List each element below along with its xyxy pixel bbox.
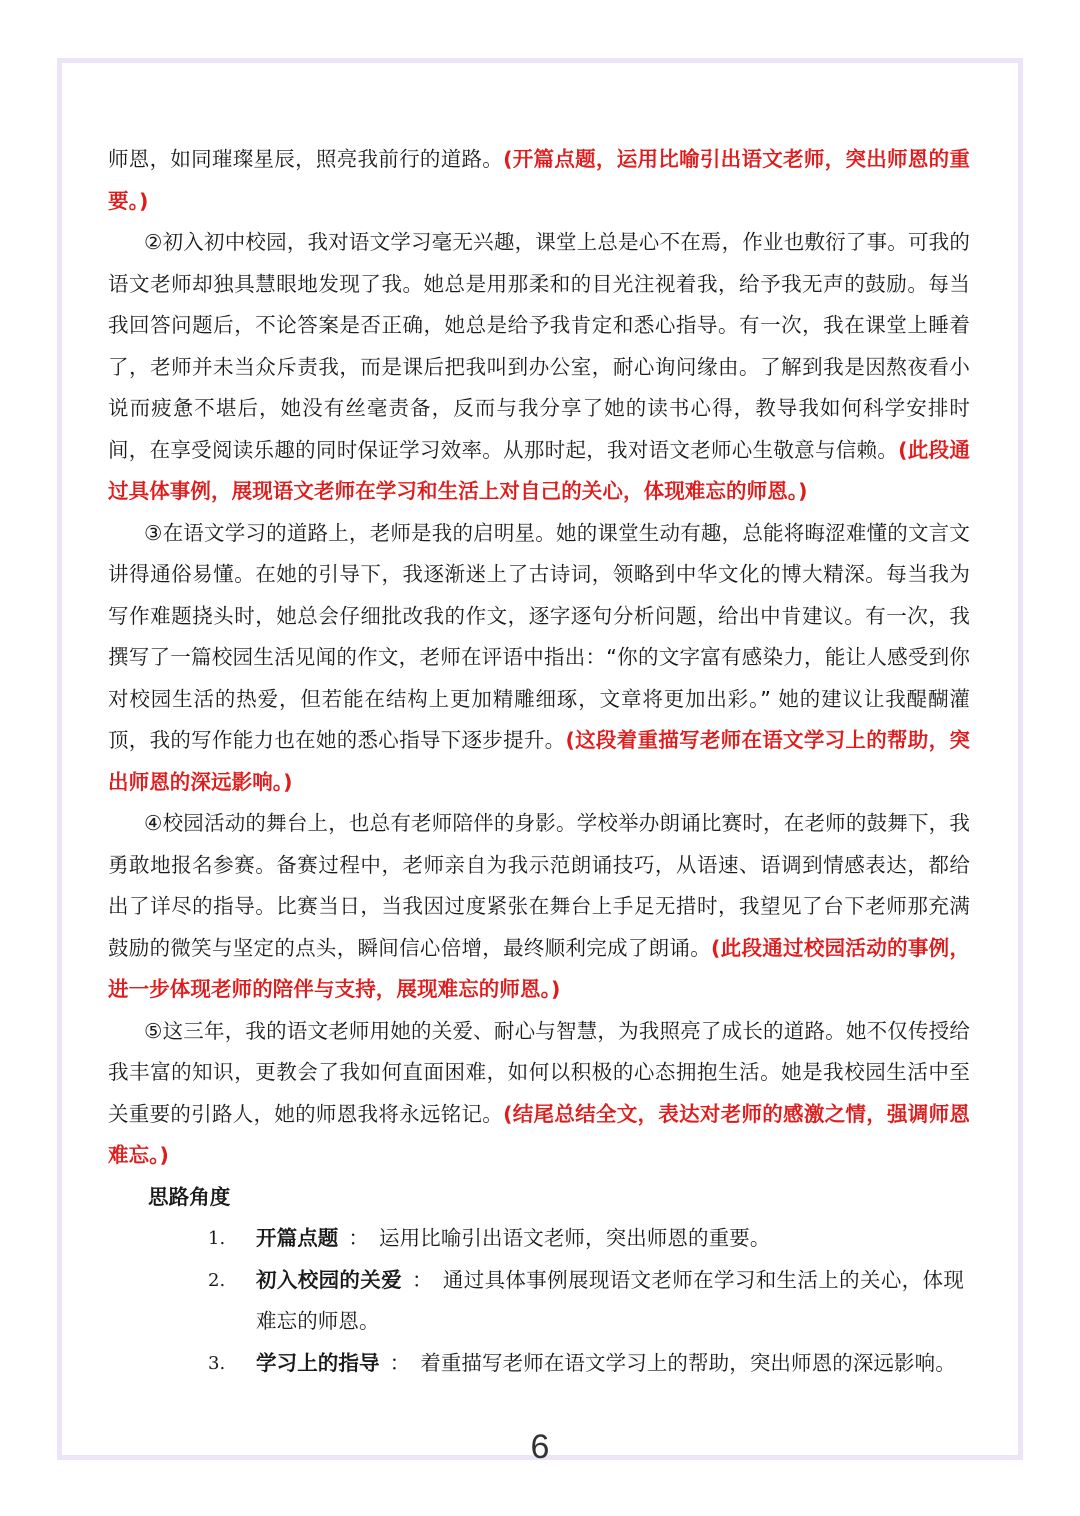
annotation-2: (此段通过具体事例，展现语文老师在学习和生活上对自己的关心，体现难忘的师恩。): [108, 437, 970, 503]
paragraph-1: 师恩，如同璀璨星辰，照亮我前行的道路。(开篇点题，运用比喻引出语文老师，突出师恩的重要。): [108, 147, 970, 213]
annotation-4: (此段通过校园活动的事例，进一步体现老师的陪伴与支持，展现难忘的师恩。): [108, 935, 971, 1001]
outline-item-2: 2. 初入校园的关爱 ： 通过具体事例展现语文老师在学习和生活上的关心，体现难忘的师恩。: [208, 1267, 964, 1333]
annotation-1: (开篇点题，运用比喻引出语文老师，突出师恩的重要。): [108, 147, 970, 213]
paragraph-5: ⑤这三年，我的语文老师用她的关爱、耐心与智慧，为我照亮了成长的道路。她不仅传授给我丰富的知识，更教会了我如何直面困难，如何以积极的心态拥抱生活。她是我校园生活中至关重要的引路人，她的师恩我将永远铭记。(结尾总结全文，表达对老师的感激之情，强调师恩难忘。): [108, 1018, 970, 1167]
document-body: [108, 139, 970, 1384]
paragraph-4: ④校园活动的舞台上，也总有老师陪伴的身影。学校举办朗诵比赛时，在老师的鼓舞下，我勇敢地报名参赛。备赛过程中，老师亲自为我示范朗诵技巧，从语速、语调到情感表达，都给出了详尽的指导。比赛当日，当我因过度紧张在舞台上手足无措时，我望见了台下老师那充满鼓励的微笑与坚定的点头，瞬间信心倍增，最终顺利完成了朗诵。(此段通过校园活动的事例，进一步体现老师的陪伴与支持，展现难忘的师恩。): [108, 811, 971, 1001]
outline-item-1: 1. 开篇点题 ： 运用比喻引出语文老师，突出师恩的重要。: [208, 1226, 771, 1250]
outline-list: [108, 1218, 970, 1384]
outline-item-3: 3. 学习上的指导 ： 着重描写老师在语文学习上的帮助，突出师恩的深远影响。: [208, 1350, 956, 1375]
outline-heading: 思路角度: [148, 1184, 231, 1209]
annotation-3: (这段着重描写老师在语文学习上的帮助，突出师恩的深远影响。): [108, 728, 970, 794]
annotation-5: (结尾总结全文，表达对老师的感激之情，强调师恩难忘。): [108, 1101, 970, 1167]
paragraph-2: ②初入初中校园，我对语文学习毫无兴趣，课堂上总是心不在焉，作业也敷衍了事。可我的语文老师却独具慧眼地发现了我。她总是用那柔和的目光注视着我，给予我无声的鼓励。每当我回答问题后，不论答案是否正确，她总是给予我肯定和悉心指导。有一次，我在课堂上睡着了，老师并未当众斥责我，而是课后把我叫到办公室，耐心询问缘由。了解到我是因熬夜看小说而疲惫不堪后，她没有丝毫责备，反而与我分享了她的读书心得，教导我如何科学安排时间，在享受阅读乐趣的同时保证学习效率。从那时起，我对语文老师心生敬意与信赖。(此段通过具体事例，展现语文老师在学习和生活上对自己的关心，体现难忘的师恩。): [108, 230, 970, 503]
page-number: 6: [530, 1428, 550, 1466]
paragraph-3: ③在语文学习的道路上，老师是我的启明星。她的课堂生动有趣，总能将晦涩难懂的文言文讲得通俗易懂。在她的引导下，我逐渐迷上了古诗词，领略到中华文化的博大精深。每当我为写作难题挠头时，她总会仔细批改我的作文，逐字逐句分析问题，给出中肯建议。有一次，我撰写了一篇校园生活见闻的作文，老师在评语中指出：“你的文字富有感染力，能让人感受到你对校园生活的热爱，但若能在结构上更加精雕细琢，文章将更加出彩。” 她的建议让我醍醐灌顶，我的写作能力也在她的悉心指导下逐步提升。(这段着重描写老师在语文学习上的帮助，突出师恩的深远影响。): [108, 520, 970, 794]
